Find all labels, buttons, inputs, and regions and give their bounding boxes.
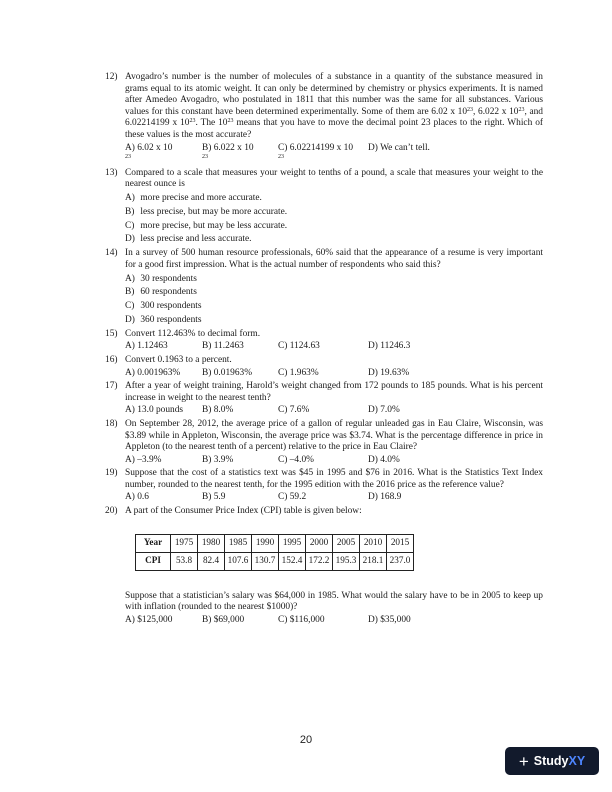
question-number: 14): [105, 248, 118, 259]
plus-icon: +: [518, 751, 529, 771]
answer-d: D) We can’t tell.: [368, 142, 430, 153]
answer-row: [125, 405, 543, 417]
answer-row: [125, 455, 543, 467]
question-text: Avogadro’s number is the number of molecules of a substance in a quantity of the substance measured in grams equal to its atomic weight. It can only be determined by chemistry or physics experiments. It is named after Amedeo Avogadro, who postulated in 1811 that this number was the same for all substances. Various values for this constant have been determined experimentally. Some of them are 6.02 x $10^{23}$, 6.022 x $10^{23}$, and 6.02214199 x $10^{23}$. The $10^{23}$ means that you have to move the decimal point 23 places to the right. Which of these values is the most accurate?: [125, 72, 544, 140]
answer-c: C) $116,000: [278, 614, 325, 625]
table-header-cell: CPI: [136, 552, 171, 570]
question-16: [105, 355, 543, 379]
answer-c: C) 6.02214199 x 10 $^{23}$: [278, 142, 353, 161]
answer-a: A) 0.6: [125, 492, 149, 503]
answer-a: A) 0.001963%: [125, 367, 181, 378]
answer-a: A) 6.02 x 10 $^{23}$: [125, 142, 173, 161]
question-number: 19): [105, 468, 118, 479]
question-text: A part of the Consumer Price Index (CPI) table is given below:: [125, 506, 362, 517]
answer-a: A) –3.9%: [125, 454, 162, 465]
studyxy-badge[interactable]: [505, 747, 599, 775]
table-cell: 130.7: [252, 552, 279, 570]
answer-b: B) 5.9: [202, 492, 226, 503]
question-13: [105, 168, 543, 246]
question-14: [105, 248, 543, 326]
table-cell: 1985: [225, 534, 252, 552]
question-19: [105, 468, 543, 504]
answer-b: B) 8.0%: [202, 405, 234, 416]
question-number: 15): [105, 328, 118, 339]
question-number: 13): [105, 167, 118, 178]
table-cell: 172.2: [306, 552, 333, 570]
question-number: 16): [105, 354, 118, 365]
answer-b: B) $69,000: [202, 614, 245, 625]
table-cell: 152.4: [279, 552, 306, 570]
answer-row: [125, 341, 543, 353]
answer-b: B) less precise, but may be more accurate.: [125, 206, 288, 217]
answer-c: C) 7.6%: [278, 405, 310, 416]
question-number: 18): [105, 418, 118, 429]
page-number: 20: [299, 734, 313, 746]
answer-b: B) 0.01963%: [202, 367, 252, 378]
question-list: [105, 72, 543, 628]
question-15: [105, 329, 543, 353]
brand-name-study: Study: [533, 754, 569, 768]
answer-a: A) 30 respondents: [125, 273, 197, 284]
answer-d: D) 4.0%: [368, 454, 400, 465]
answer-c: C) 1124.63: [278, 341, 320, 352]
cpi-table: [135, 534, 414, 571]
question-number: 17): [105, 381, 118, 392]
table-header-cell: Year: [136, 534, 171, 552]
answer-row: [125, 143, 543, 166]
answer-d: D) 11246.3: [368, 341, 411, 352]
question-number: 12): [105, 72, 118, 82]
question-text: In a survey of 500 human resource professionals, 60% said that the appearance of a resume is very important for a good first impression. What is the actual number of respondents who said this?: [125, 248, 543, 270]
table-cell: 2005: [333, 534, 360, 552]
question-text-followup: Suppose that a statistician’s salary was $64,000 in 1985. What would the salary have to be in 2005 to keep up with inflation (rounded to the nearest $1000)?: [125, 590, 543, 613]
answer-a: A) 1.12463: [125, 341, 168, 352]
answer-d: D) less precise and less accurate.: [125, 234, 252, 245]
answer-c: C) 59.2: [278, 492, 307, 503]
answer-b: B) 6.022 x 10 $^{23}$: [202, 142, 254, 161]
table-cell: 1995: [279, 534, 306, 552]
answer-a: A) more precise and more accurate.: [125, 193, 262, 204]
table-cell: 237.0: [387, 552, 414, 570]
table-cell: 53.8: [171, 552, 198, 570]
answer-c: C) more precise, but may be less accurate.: [125, 220, 288, 231]
table-cell: 2015: [387, 534, 414, 552]
answer-c: C) 300 respondents: [125, 301, 202, 312]
question-text: Convert 112.463% to decimal form.: [125, 328, 261, 339]
table-cell: 1980: [198, 534, 225, 552]
answer-c: C) –4.0%: [278, 454, 314, 465]
table-cell: 195.3: [333, 552, 360, 570]
answer-row: [125, 615, 543, 627]
question-text: Suppose that the cost of a statistics text was $45 in 1995 and $76 in 2016. What is the Statistics Text Index number, rounded to the nearest tenth, for the 1995 edition with the 2016 price as the reference value?: [125, 468, 543, 490]
answer-b: B) 60 respondents: [125, 287, 197, 298]
table-cell: 2000: [306, 534, 333, 552]
question-text: On September 28, 2012, the average price of a gallon of regular unleaded gas in Eau Claire, Wisconsin, was $3.89 while in Appleton, Wisconsin, the average price was $3.74. What is the percentage difference in price in Appleton (to the nearest tenth of a percent) relative to the price in Eau Claire?: [125, 418, 543, 453]
answer-b: B) 11.2463: [202, 341, 244, 352]
question-number: 20): [105, 506, 118, 517]
question-18: [105, 419, 543, 466]
question-text: Convert 0.1963 to a percent.: [125, 354, 232, 365]
answer-a: A) $125,000: [125, 614, 173, 625]
table-cell: 218.1: [360, 552, 387, 570]
brand-name-xy: XY: [568, 754, 586, 768]
question-20: [105, 506, 543, 626]
answer-d: D) 7.0%: [368, 405, 400, 416]
table-cell: 1975: [171, 534, 198, 552]
answer-d: D) 19.63%: [368, 367, 410, 378]
table-row: [136, 552, 414, 570]
answer-b: B) 3.9%: [202, 454, 234, 465]
answer-d: D) 360 respondents: [125, 314, 202, 325]
answer-row: [125, 492, 543, 504]
table-row: [136, 534, 414, 552]
table-cell: 2010: [360, 534, 387, 552]
question-12: [105, 72, 543, 166]
question-text: Compared to a scale that measures your weight to tenths of a pound, a scale that measures your weight to the nearest ounce is: [125, 167, 543, 190]
answer-c: C) 1.963%: [278, 367, 319, 378]
answer-a: A) 13.0 pounds: [125, 405, 184, 416]
table-cell: 107.6: [225, 552, 252, 570]
question-text: After a year of weight training, Harold’s weight changed from 172 pounds to 185 pounds. What is his percent increase in weight to the nearest tenth?: [125, 381, 543, 403]
table-cell: 1990: [252, 534, 279, 552]
question-17: [105, 381, 543, 417]
table-cell: 82.4: [198, 552, 225, 570]
answer-row: [125, 368, 543, 380]
answer-d: D) 168.9: [368, 492, 402, 503]
answer-d: D) $35,000: [368, 614, 411, 625]
